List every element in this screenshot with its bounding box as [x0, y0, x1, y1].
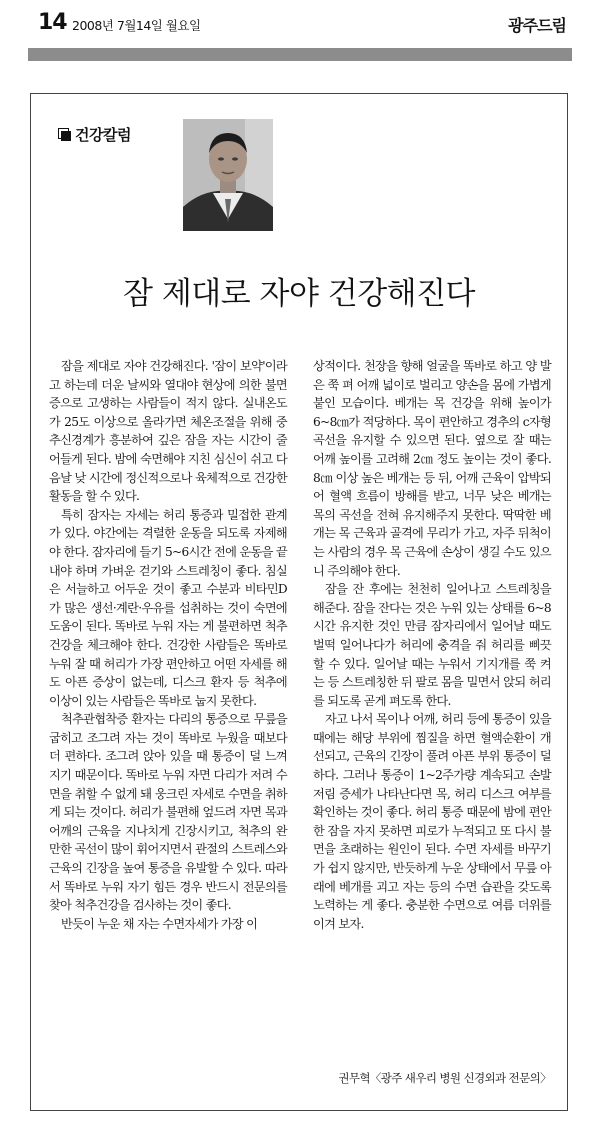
- column-square-icon: [58, 128, 71, 141]
- paragraph: 척추관협착증 환자는 다리의 통증으로 무릎을 굽히고 조그려 자는 것이 똑바로 누웠을 때보다 더 편하다. 조그려 앉아 있을 때 통증이 덜 느껴지기 때문이다. 똑바로 누워 자면 다리가 저려 수면을 취할 수 없게 돼 웅크린 자세로 수면을 취하게 되는 것이다. 허리가 불편해 엎드려 자면 목과 어깨의 근육을 지나치게 긴장시키고, 척추의 완만한 곡선이 많이 휘어지면서 관절의 스트레스와 근육의 긴장을 높여 통증을 유발할 수 있다. 따라서 똑바로 누워 자기 힘든 경우 반드시 전문의를 찾아 척추건강을 검사하는 것이 좋다.: [49, 712, 287, 913]
- page-header: [0, 0, 600, 52]
- issue-date: 2008년 7월14일 월요일: [72, 18, 201, 33]
- page-number: 14: [38, 10, 67, 35]
- paragraph: 잠을 잔 후에는 천천히 일어나고 스트레칭을 해준다. 잠을 잔다는 것은 누워 있는 상태를 6~8시간 유지한 것인 만큼 잠자리에서 일어날 때도 벌떡 일어나다가 허리에 충격을 줘 허리를 삐끗할 수 있다. 일어날 때는 누워서 기지개를 쭉 켜는 등 스트레칭한 뒤 팔로 몸을 밀면서 앉되 허리를 되도록 곧게 펴도록 한다.: [313, 582, 551, 708]
- paragraph: 특히 잠자는 자세는 허리 통증과 밀접한 관계가 있다. 야간에는 격렬한 운동을 되도록 자제해야 한다. 잠자리에 들기 5~6시간 전에 운동을 끝내야 하며 가벼운 걷기와 스트레칭이 좋다. 침실은 서늘하고 어두운 것이 좋고 수분과 비타민D가 많은 생선·계란·우유를 섭취하는 것이 숙면에 도움이 된다. 똑바로 누워 자는 게 불편하면 척추건강을 체크해야 한다. 건강한 사람들은 똑바로 누워 잘 때 허리가 가장 편안하고 어떤 자세를 해도 아픈 증상이 없는데, 디스크 환자 등 척추에 이상이 있는 사람들은 똑바로 눕지 못한다.: [49, 507, 287, 708]
- column-label: [58, 124, 131, 145]
- article-body-left: [49, 357, 287, 933]
- paragraph: 자고 나서 목이나 어깨, 허리 등에 통증이 있을 때에는 해당 부위에 찜질을 하면 혈액순환이 개선되고, 근육의 긴장이 풀려 아픈 부위 통증이 덜하다. 그러나 통증이 1~2주가량 계속되고 손발 저림 증세가 나타난다면 목, 허리 디스크 여부를 확인하는 것이 좋다. 허리 통증 때문에 밤에 편안한 잠을 자지 못하면 피로가 누적되고 또 다시 불면을 초래하는 원인이 된다. 수면 자세를 바꾸기가 쉽지 않지만, 반듯하게 누운 상태에서 무릎 아래에 베개를 괴고 자는 등의 수면 습관을 갖도록 노력하는 게 좋다. 충분한 수면으로 여름 더위를 이겨 보자.: [313, 712, 551, 931]
- author-portrait: [183, 119, 273, 231]
- paragraph-continued: 상적이다. 천장을 향해 얼굴을 똑바로 하고 양 발은 쭉 펴 어깨 넓이로 벌리고 양손을 몸에 가볍게 붙인 모습이다. 베개는 목 건강을 위해 높이가 6~8㎝가 적당하다. 목이 편안하고 경추의 c자형 곡선을 유지할 수 있으면 된다. 옆으로 잘 때는 어깨 높이를 고려해 2㎝ 정도 높이는 것이 좋다. 8㎝ 이상 높은 베개는 등 뒤, 어깨 근육이 압박되어 혈액 흐름이 방해를 받고, 너무 낮은 베개는 목의 곡선을 전혀 유지해주지 못한다. 딱딱한 베개는 목 근육과 골격에 무리가 가고, 자주 뒤척이는 사람의 경우 목 근육에 손상이 생길 수도 있으니 주의해야 한다.: [313, 359, 551, 578]
- author-portrait-image: [183, 119, 273, 231]
- newspaper-brand: 광주드림: [508, 16, 566, 35]
- header-divider-bar: [28, 48, 572, 61]
- article-body-right: [313, 357, 551, 933]
- paragraph: 반듯이 누운 채 자는 수면자세가 가장 이: [61, 916, 258, 931]
- author-byline: 권무혁〈광주 새우리 병원 신경외과 전문의〉: [338, 1071, 551, 1085]
- paragraph: 잠을 제대로 자야 건강해진다. '잠이 보약'이라고 하는데 더운 날씨와 열대야 현상에 의한 불면증으로 고생하는 사람들이 적지 않다. 실내온도가 25도 이상으로 올라가면 체온조절을 위해 중추신경계가 흥분하여 깊은 잠을 자는 시간이 줄어들게 된다. 밤에 숙면해야 지친 심신이 쉬고 다음날 낮 시간에 정신적으로나 육체적으로 건강한 활동을 할 수 있다.: [49, 359, 287, 504]
- column-label-text: 건강칼럼: [75, 126, 131, 144]
- article-headline: 잠 제대로 자야 건강해진다: [123, 276, 475, 312]
